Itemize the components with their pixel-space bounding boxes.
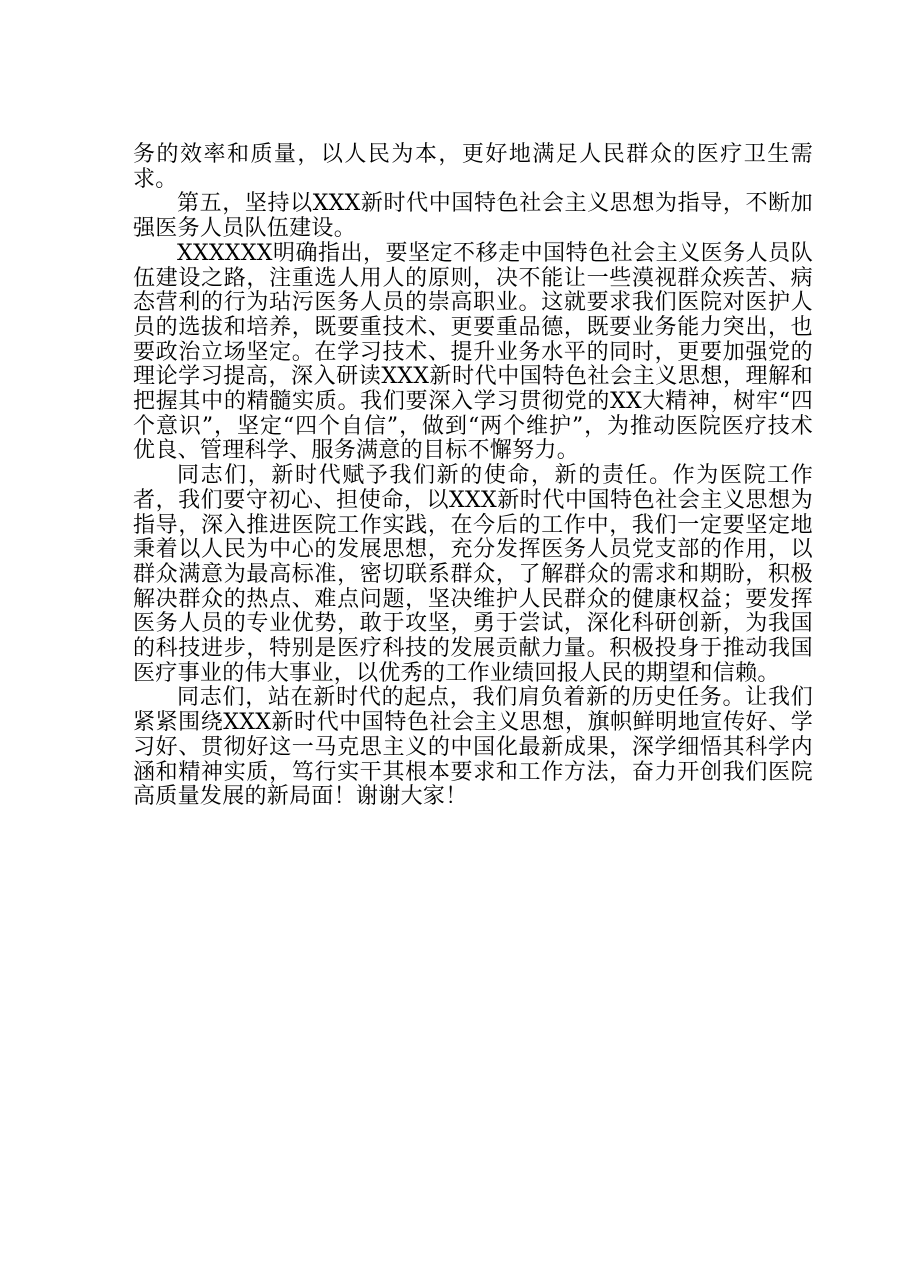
paragraph-team-building: XXXXXX明确指出，要坚定不移走中国特色社会主义医务人员队伍建设之路，注重选人用人的原则，决不能让一些漠视群众疾苦、病态营利的行为玷污医务人员的崇高职业。这就要求我们医院对医护人员的选拔和培养，既要重技术、更要重品德，既要业务能力突出，也要政治立场坚定。在学习技术、提升业务水平的同时，更要加强党的理论学习提高，深入研读XXX新时代中国特色社会主义思想，理解和把握其中的精髓实质。我们要深入学习贯彻党的XX大精神，树牢“四个意识”，坚定“四个自信”，做到“两个维护”，为推动医院医疗技术优良、管理科学、服务满意的目标不懈努力。 <box>133 240 813 464</box>
paragraph-continuation: 务的效率和质量，以人民为本，更好地满足人民群众的医疗卫生需求。 <box>133 142 813 192</box>
paragraph-section-five-heading: 第五，坚持以XXX新时代中国特色社会主义思想为指导，不断加强医务人员队伍建设。 <box>133 191 813 242</box>
body-text <box>133 143 813 810</box>
paragraph-closing: 同志们，站在新时代的起点，我们肩负着新的历史任务。让我们紧紧围绕XXX新时代中国特色社会主义思想，旗帜鲜明地宣传好、学习好、贯彻好这一马克思主义的中国化最新成果，深学细悟其科学内涵和精神实质，笃行实干其根本要求和工作方法，奋力开创我们医院高质量发展的新局面！谢谢大家！ <box>133 685 813 810</box>
paragraph-new-era-mission: 同志们，新时代赋予我们新的使命，新的责任。作为医院工作者，我们要守初心、担使命，以XXX新时代中国特色社会主义思想为指导，深入推进医院工作实践，在今后的工作中，我们一定要坚定地秉着以人民为中心的发展思想，充分发挥医务人员党支部的作用，以群众满意为最高标准，密切联系群众，了解群众的需求和期盼，积极解决群众的热点、难点问题，坚决维护人民群众的健康权益；要发挥医务人员的专业优势，敢于攻坚，勇于尝试，深化科研创新，为我国的科技进步，特别是医疗科技的发展贡献力量。积极投身于推动我国医疗事业的伟大事业，以优秀的工作业绩回报人民的期望和信赖。 <box>133 463 813 686</box>
